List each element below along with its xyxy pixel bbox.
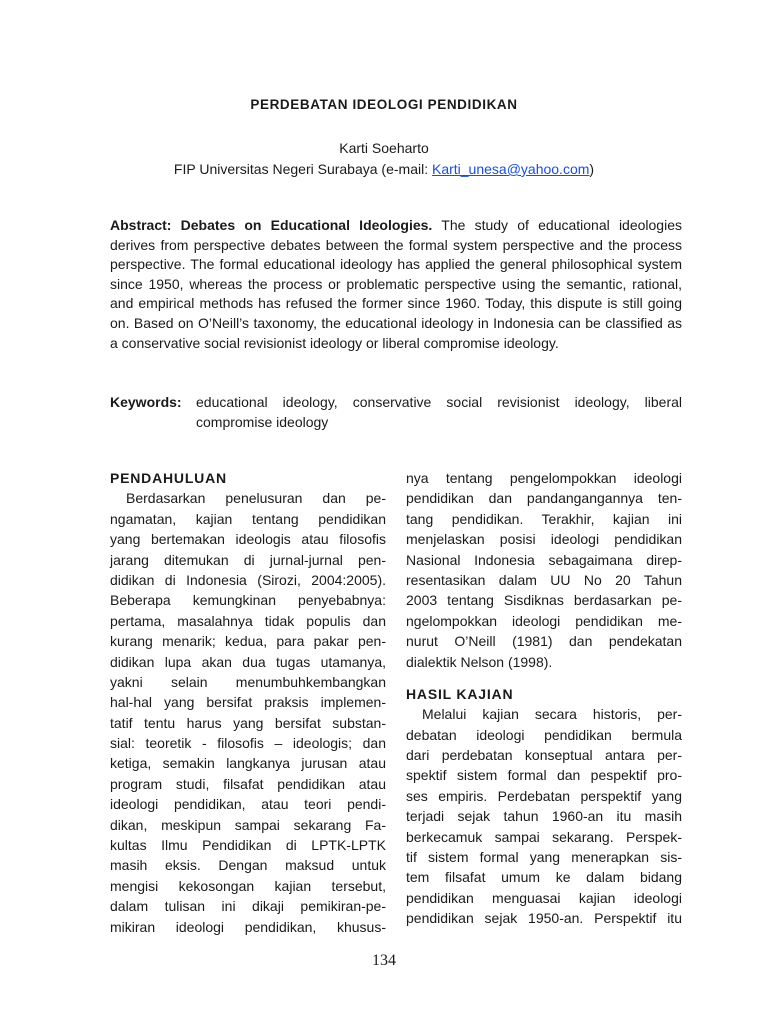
text-line: mikiran ideologi pendidikan, khusus- <box>110 918 386 935</box>
text-line: ngamatan, kajian tentang pendidikan <box>110 510 386 527</box>
text-line: program studi, filsafat pendidikan atau <box>110 775 386 792</box>
text-line: ngelompokkan ideologi pendidikan me- <box>406 612 682 629</box>
text-line: ketiga, semakin langkanya jurusan atau <box>110 755 386 772</box>
abstract-text: The study of educational ideologies derives from perspective debates between the formal system perspective and the process perspective. The formal educational ideology has applied the general philosophical system since 1950, whereas the process or problematic perspective using the semantic, rational, and empirical methods has refused the former since 1960. Today, this dispute is still going on. Based on O’Neill’s taxonomy, the educational ideology in Indonesia can be classified as a conservative social revisionist ideology or liberal compromise ideology. <box>110 217 682 351</box>
text-line: kurang menarik; kedua, para pakar pen- <box>110 633 386 650</box>
text-line: hal-hal yang bersifat praksis implemen- <box>110 694 386 711</box>
text-line: resentasikan dalam UU No 20 Tahun <box>406 571 682 588</box>
affiliation-close: ) <box>589 161 595 177</box>
text-line: jarang ditemukan di jurnal-jurnal pen- <box>110 551 386 568</box>
text-line: pendidikan dan pandangangannya ten- <box>406 490 682 507</box>
text-line: menjelaskan posisi ideologi pendidikan <box>406 531 682 548</box>
text-line: mengisi kekosongan kajian tersebut, <box>110 877 386 894</box>
email-link[interactable]: Karti_unesa@yahoo.com <box>431 161 590 177</box>
text-line: pendidikan sejak 1950-an. Perspektif itu <box>406 910 682 927</box>
abstract-label: Abstract: Debates on Educational Ideologies. <box>110 217 433 233</box>
section-gap <box>406 672 682 684</box>
text-line: nya tentang pengelompokkan ideologi <box>406 470 682 486</box>
page-number: 134 <box>372 952 396 969</box>
section-heading-pendahuluan: PENDAHULUAN <box>110 470 227 486</box>
text-line: dalam tulisan ini dikaji pemikiran-pe- <box>110 898 386 915</box>
text-line: sial: teoretik - filosofis – ideologis; dan <box>110 735 386 752</box>
text-line: didikan di Indonesia (Sirozi, 2004:2005). <box>110 571 386 588</box>
affiliation-text: FIP Universitas Negeri Surabaya (e-mail: <box>173 161 432 177</box>
paper-title: PERDEBATAN IDEOLOGI PENDIDIKAN <box>250 97 518 112</box>
text-line: terjadi sejak tahun 1960-an itu masih <box>406 808 682 825</box>
text-line: pendidikan menguasai kajian ideologi <box>406 889 682 906</box>
text-line: dikan, meskipun sampai sekarang Fa- <box>110 816 386 833</box>
text-line: didikan lupa akan dua tugas utamanya, <box>110 653 386 670</box>
author-name: Karti Soeharto <box>339 140 429 156</box>
author-affiliation <box>0 161 768 177</box>
text-line: nurut O’Neill (1981) dan pendekatan <box>406 633 682 650</box>
text-line: Berdasarkan penelusuran dan pe- <box>126 490 386 507</box>
text-line: tif sistem formal yang menerapkan sis- <box>406 849 682 866</box>
text-line: yang bertemakan ideologis atau filosofis <box>110 531 386 548</box>
keywords-label: Keywords: <box>110 394 182 410</box>
text-line: tatif tentu harus yang bersifat substan- <box>110 714 386 731</box>
text-line: spektif sistem formal dan pespektif pro- <box>406 767 682 784</box>
text-line: debatan ideologi pendidikan bermula <box>406 726 682 743</box>
text-line: Melalui kajian secara historis, per- <box>422 706 682 723</box>
text-line: ideologi pendidikan, atau teori pendi- <box>110 796 386 813</box>
text-line: yakni selain menumbuhkembangkan <box>110 673 386 690</box>
text-line: dialektik Nelson (1998). <box>406 653 553 670</box>
text-line: 2003 tentang Sisdiknas berdasarkan pe- <box>406 592 682 609</box>
text-line: Nasional Indonesia sebagaimana direp- <box>406 551 682 568</box>
text-line: tang pendidikan. Terakhir, kajian ini <box>406 510 682 527</box>
text-line: Beberapa kemungkinan penyebabnya: <box>110 592 386 609</box>
keywords-text: educational ideology, conservative social revisionist ideology, liberal compromise ideology <box>196 394 682 430</box>
right-column <box>406 468 682 929</box>
text-line: kultas Ilmu Pendidikan di LPTK-LPTK <box>110 837 386 854</box>
text-line: dari perdebatan konseptual antara per- <box>406 747 682 764</box>
text-line: tem filsafat umum ke dalam bidang <box>406 869 682 886</box>
text-line: berkecamuk sampai sekarang. Perspek- <box>406 828 682 845</box>
text-line: masih eksis. Dengan maksud untuk <box>110 857 386 874</box>
text-line: ses empiris. Perdebatan perspektif yang <box>406 787 682 804</box>
left-column <box>110 468 386 937</box>
text-line: pertama, masalahnya tidak populis dan <box>110 612 386 629</box>
abstract <box>110 216 682 353</box>
section-heading-hasil-kajian: HASIL KAJIAN <box>406 685 514 702</box>
